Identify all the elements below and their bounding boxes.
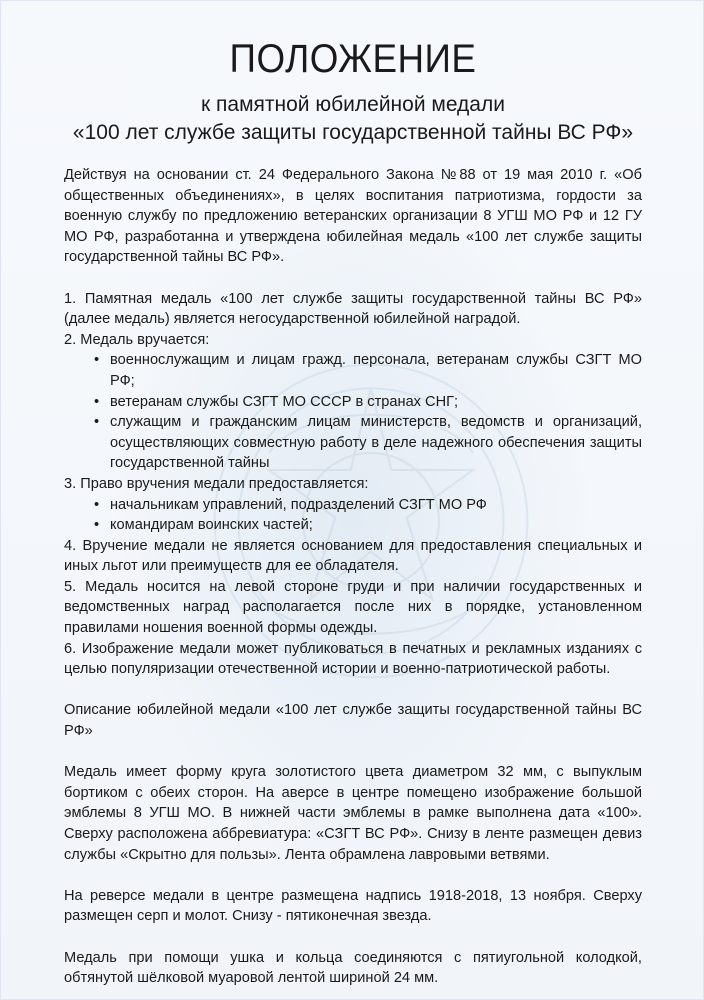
obverse-description: Медаль имеет форму круга золотистого цвета диаметром 32 мм, с выпуклым бортиком с обеих сторон. На аверсе в центре помещено изображение большой эмблемы 8 УГШ МО. В нижней части эмблемы в рамке выполнена дата «100». Сверху расположена аббревиатура: «СЗГТ ВС РФ». Снизу в ленте размещен девиз службы «Скрытно для пользы». Лента обрамлена лавровыми ветвями.: [64, 764, 642, 863]
clause-2: 2. Медаль вручается:: [64, 331, 210, 348]
clause-5: 5. Медаль носится на левой стороне груди и при наличии государственных и ведомственных наград располагается после них в порядке, установленном правилами ношения военной формы одежды.: [64, 578, 642, 637]
list-item: • служащим и гражданским лицам министерств, ведомств и организаций, осуществляющих совместную работу в деле надежного обеспечения защиты государственной тайны: [94, 412, 642, 474]
description-heading: Описание юбилейной медали «100 лет службе защиты государственной тайны ВС РФ»: [64, 702, 642, 740]
list-item: • начальникам управлений, подразделений СЗГТ МО РФ: [94, 495, 642, 516]
clause-6: 6. Изображение медали может публиковаться в печатных и рекламных изданиях с целью популяризации отечественной истории и военно-патриотической работы.: [64, 640, 642, 678]
clause-4: 4. Вручение медали не является основанием для предоставления специальных и иных льгот или преимуществ для ее обладателя.: [64, 537, 642, 575]
medal-name: «100 лет службе защиты государственной тайны ВС РФ»: [72, 121, 634, 144]
intro-paragraph: Действуя на основании ст. 24 Федерального Закона №88 от 19 мая 2010 г. «Об общественных объединениях», в целях воспитания патриотизма, гордости за военную службу по предложению ветеранских организации 8 УГШ МО РФ и 12 ГУ МО РФ, разработанна и утверждена юбилейная медаль «100 лет службе защиты государственной тайны ВС РФ».: [64, 167, 642, 266]
clause-3: 3. Право вручения медали предоставляется:: [64, 475, 369, 492]
reverse-description: На реверсе медали в центре размещена надпись 1918-2018, 13 ноября. Сверху размещен серп и молот. Снизу - пятиконечная звезда.: [64, 887, 642, 925]
document-body: [64, 165, 642, 989]
clause-1: 1. Памятная медаль «100 лет службе защиты государственной тайны ВС РФ» (далее медаль) является негосударственной юбилейной наградой.: [64, 290, 642, 328]
clause-3-list: [64, 495, 642, 536]
ribbon-description: Медаль при помощи ушка и кольца соединяются с пятиугольной колодкой, обтянутой шёлковой муаровой лентой шириной 24 мм.: [64, 949, 642, 987]
document-title: ПОЛОЖЕНИЕ: [229, 37, 477, 81]
clause-2-list: [64, 350, 642, 474]
list-item: • военнослужащим и лицам гражд. персонала, ветеранам службы СЗГТ МО РФ;: [94, 350, 642, 391]
list-item: • ветеранам службы СЗГТ МО СССР в странах СНГ;: [94, 392, 642, 413]
list-item: • командирам воинских частей;: [94, 515, 642, 536]
document-subtitle: к памятной юбилейной медали: [201, 93, 505, 116]
